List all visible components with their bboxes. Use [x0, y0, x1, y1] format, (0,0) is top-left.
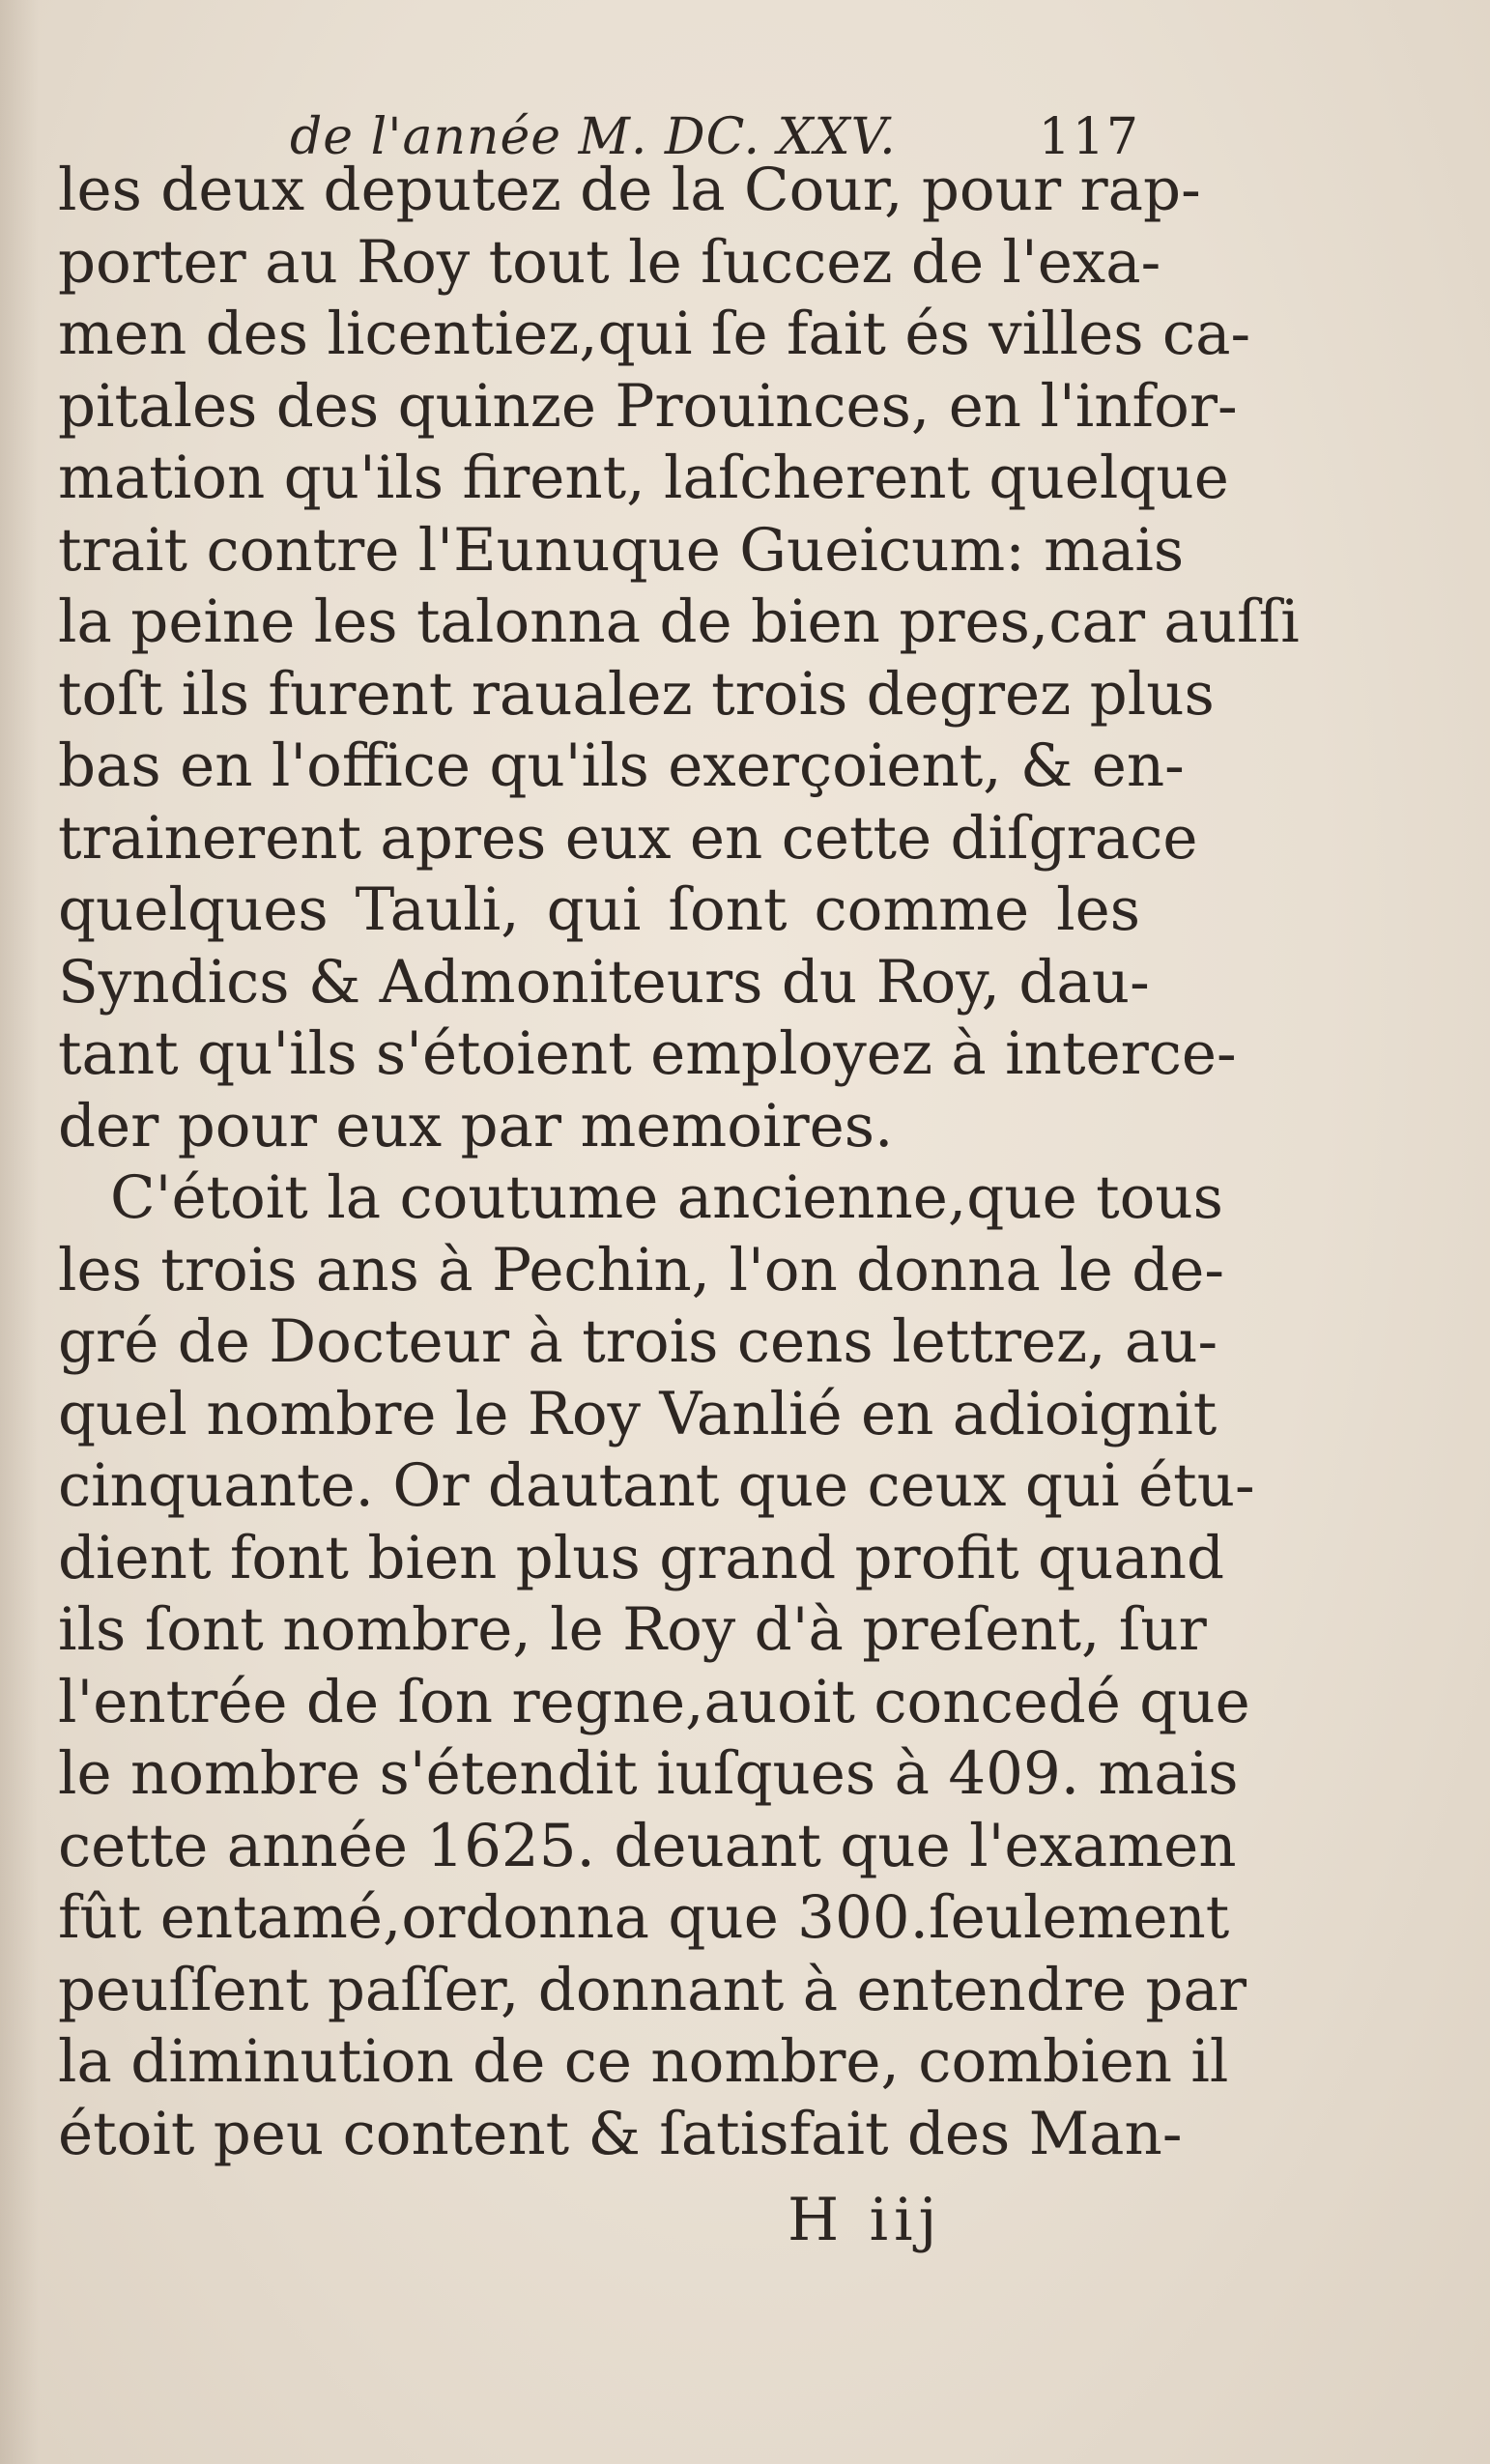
text-line: étoit peu content & ſatisfait des Man-	[58, 2099, 1183, 2168]
text-line: fût entamé,ordonna que 300.ſeulement	[58, 1883, 1230, 1952]
text-line: cinquante. Or dautant que ceux qui étu-	[58, 1451, 1255, 1520]
text-line: la diminution de ce nombre, combien il	[58, 2027, 1229, 2096]
running-title: de l'année M. DC. XXV.	[290, 108, 897, 166]
text-line: gré de Docteur à trois cens lettrez, au-	[58, 1307, 1218, 1376]
text-line: toſt ils furent raualez trois degrez plus	[58, 659, 1215, 729]
body-text	[58, 155, 1300, 2170]
text-line: l'entrée de ſon regne,auoit concedé que	[58, 1667, 1250, 1736]
text-line: la peine les talonna de bien pres,car auſſi	[58, 587, 1300, 656]
text-line: trait contre l'Eunuque Gueicum: mais	[58, 515, 1185, 585]
text-line: pitales des quinze Prouinces, en l'infor-	[58, 371, 1238, 441]
text-line: Syndics & Admoniteurs du Roy, dau-	[58, 947, 1150, 1017]
text-line: quelques Tauli, qui ſont comme les	[58, 875, 1140, 944]
text-line: les trois ans à Pechin, l'on donna le de-	[58, 1235, 1224, 1304]
text-line: porter au Roy tout le ſuccez de l'exa-	[58, 227, 1161, 297]
text-line: peuſſent paſſer, donnant à entendre par	[58, 1955, 1247, 2024]
text-line: les deux deputez de la Cour, pour rap-	[58, 156, 1201, 224]
signature-mark: H iij	[788, 2186, 943, 2254]
paragraph-end-line: der pour eux par memoires.	[58, 1091, 894, 1160]
text-line: men des licentiez,qui ſe fait és villes ca-	[58, 300, 1251, 368]
page-number: 117	[1038, 108, 1140, 166]
text-line: bas en l'office qu'ils exerçoient, & en-	[58, 731, 1185, 800]
text-line: quel nombre le Roy Vanlié en adioignit	[58, 1379, 1218, 1448]
text-line: tant qu'ils s'étoient employez à interce-	[58, 1019, 1237, 1088]
text-line: le nombre s'étendit iuſques à 409. mais	[58, 1739, 1239, 1808]
text-line: cette année 1625. deuant que l'examen	[58, 1811, 1237, 1880]
text-line: mation qu'ils firent, laſcherent quelque	[58, 444, 1229, 512]
paragraph-start-line: C'étoit la coutume ancienne,que tous	[110, 1163, 1223, 1232]
text-line: ils ſont nombre, le Roy d'à preſent, ſur	[58, 1595, 1207, 1664]
text-line: trainerent apres eux en cette diſgrace	[58, 803, 1198, 873]
page-edge-shadow	[0, 0, 39, 2464]
text-line: dient font bien plus grand profit quand	[58, 1523, 1225, 1592]
